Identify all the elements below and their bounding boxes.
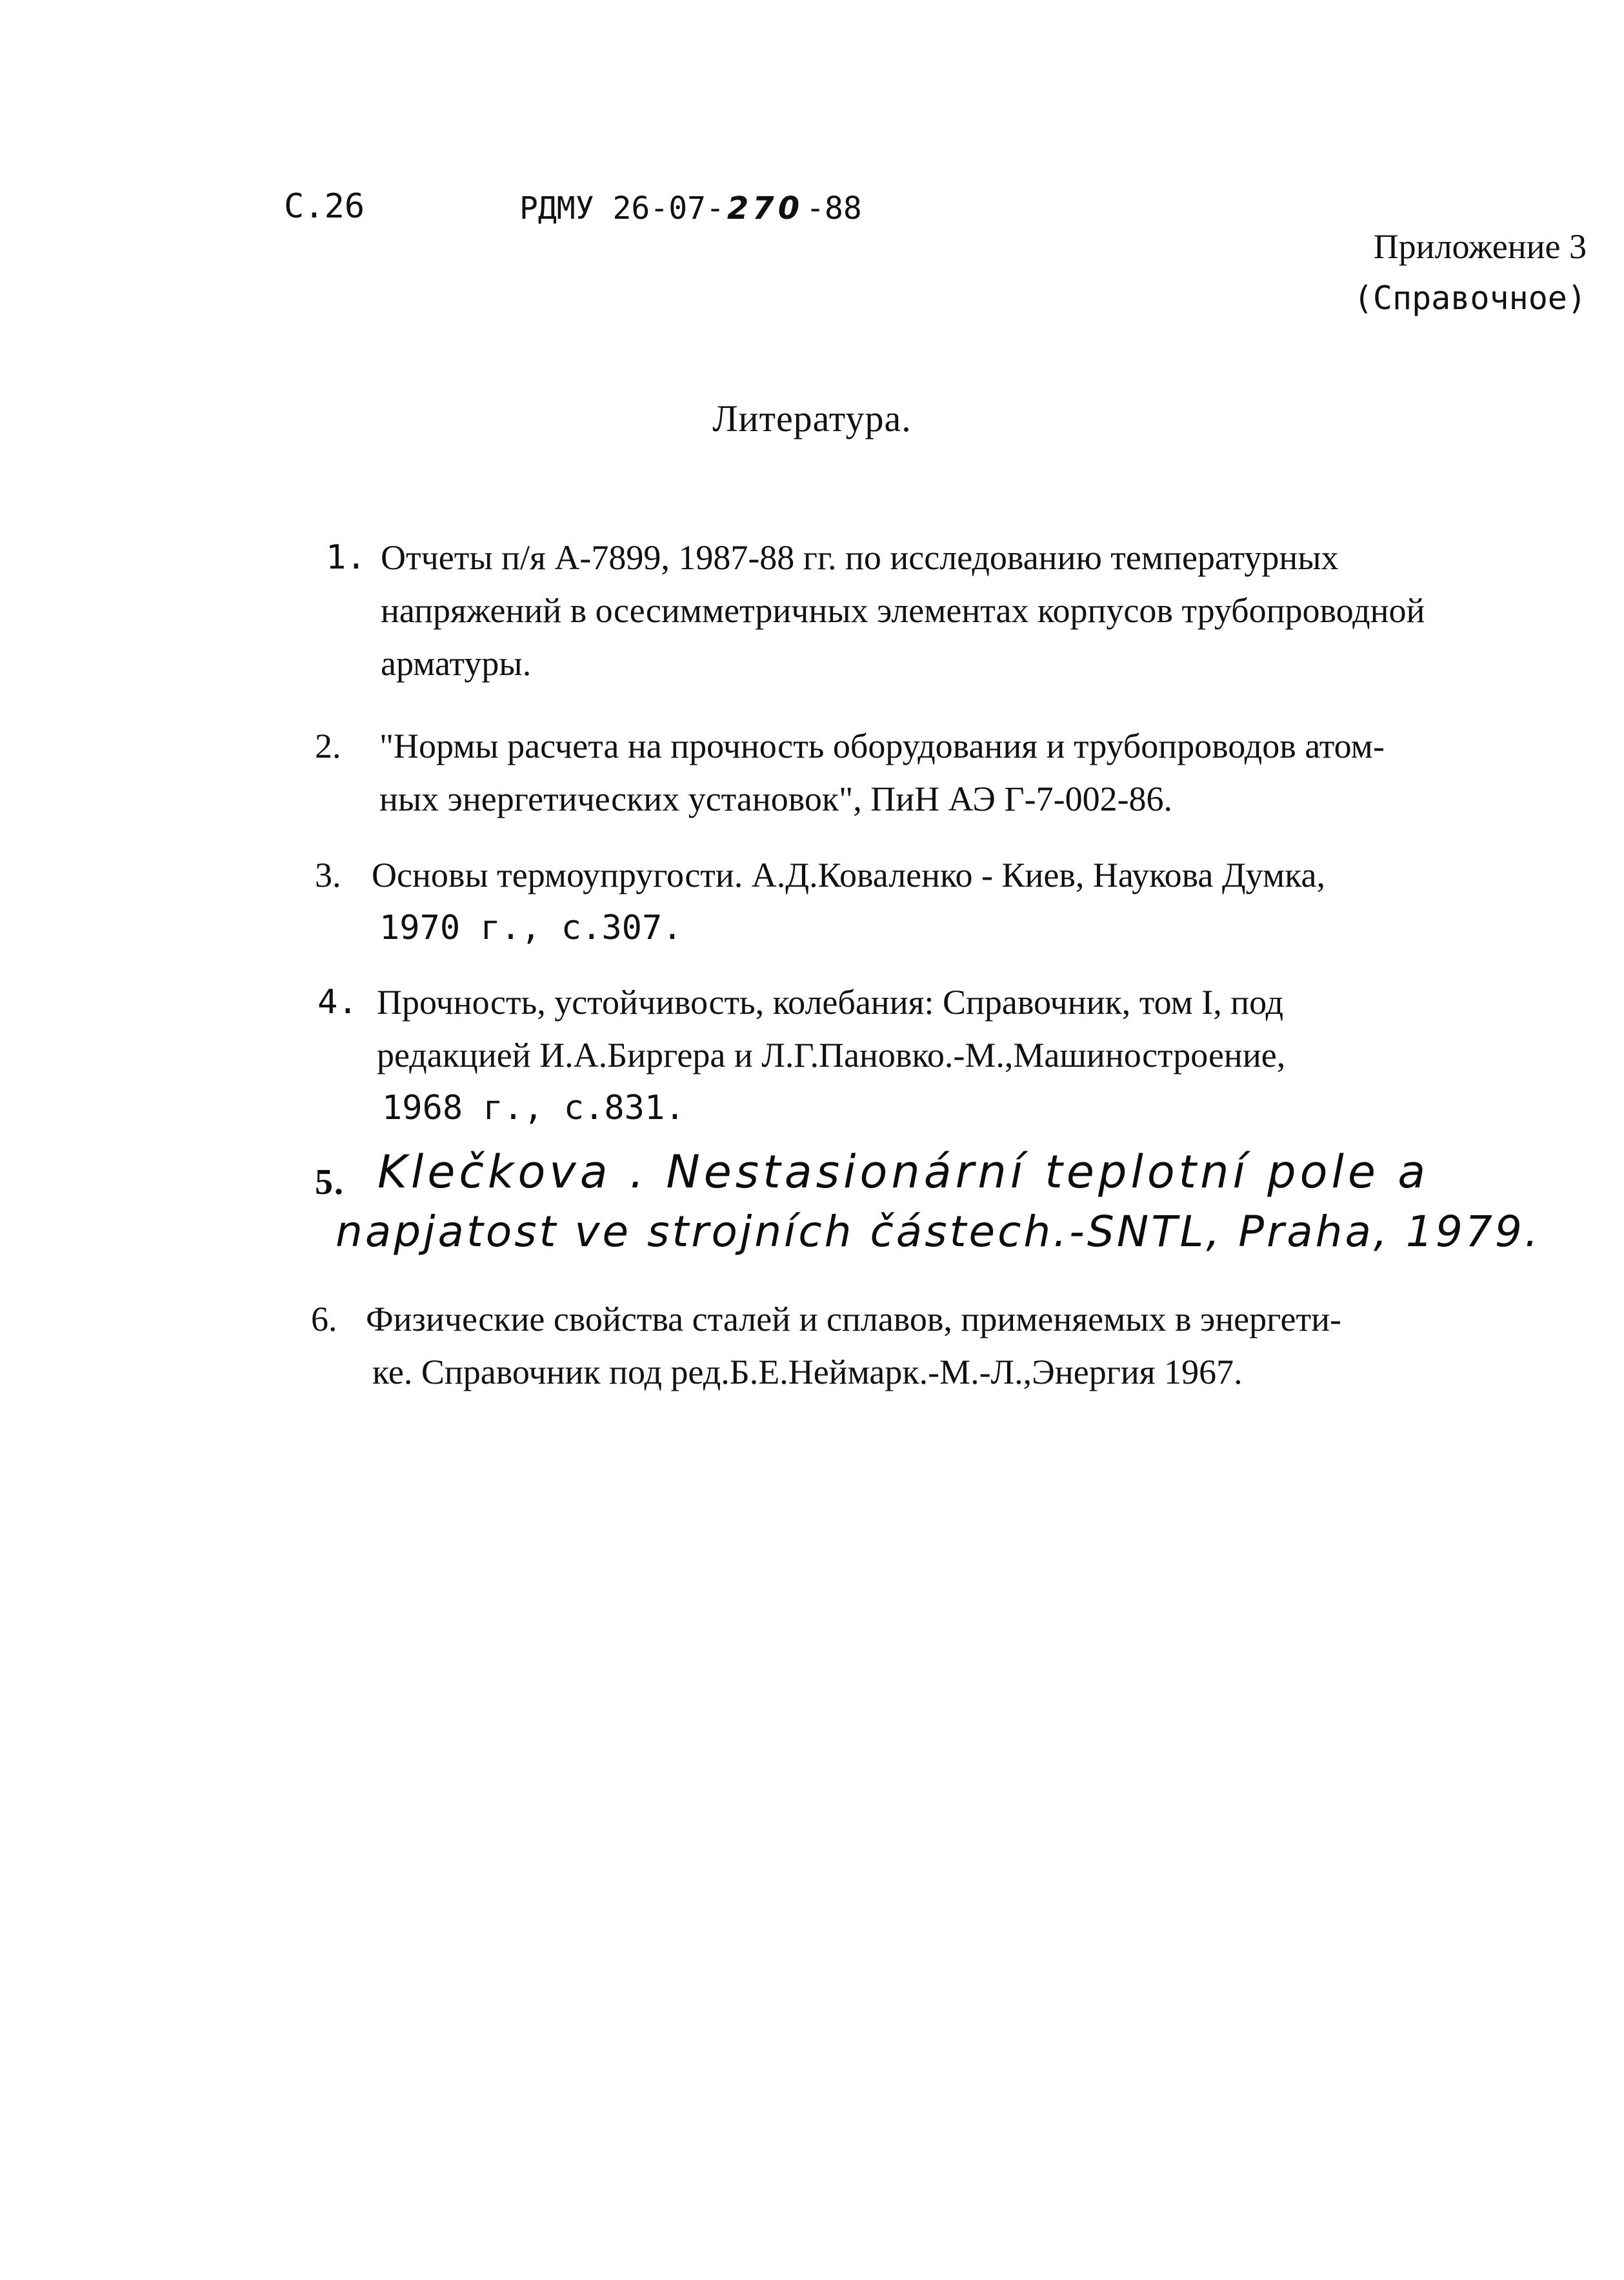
- reference-line: Прочность, устойчивость, колебания: Справочник, том I, под: [377, 983, 1284, 1022]
- reference-line: ных энергетических установок", ПиН АЭ Г-7-002-86.: [379, 780, 1173, 818]
- appendix-note: (Справочное): [1353, 279, 1587, 317]
- reference-line: арматуры.: [381, 644, 532, 683]
- reference-line: Отчеты п/я А-7899, 1987-88 гг. по исследованию температурных: [381, 538, 1339, 577]
- reference-line: Физические свойства сталей и сплавов, применяемых в энергети-: [366, 1300, 1341, 1338]
- reference-item-6: [311, 1293, 1595, 1398]
- reference-item-1: [326, 531, 1584, 690]
- appendix-title: Приложение 3: [1373, 227, 1587, 266]
- reference-number: 1.: [326, 538, 366, 577]
- reference-number: 3.: [315, 856, 341, 894]
- page-number: С.26: [284, 187, 365, 226]
- document-code: [519, 190, 862, 227]
- reference-item-3: [315, 849, 1592, 954]
- document-code-prefix: РДМУ 26-07-: [519, 190, 725, 227]
- reference-number: 5.: [315, 1162, 345, 1202]
- reference-number: 6.: [311, 1300, 337, 1338]
- reference-line: 1968 г., с.831.: [382, 1089, 685, 1127]
- reference-line: ке. Справочник под ред.Б.Е.Неймарк.-М.-Л.,Энергия 1967.: [372, 1353, 1243, 1391]
- reference-line: 1970 г., с.307.: [379, 909, 683, 947]
- reference-item-4: [317, 976, 1595, 1135]
- document-code-suffix: -88: [806, 190, 862, 227]
- appendix-label: [1354, 221, 1587, 324]
- reference-line: Основы термоупругости. А.Д.Коваленко - Киев, Наукова Думка,: [372, 856, 1326, 894]
- reference-line: редакцией И.А.Биргера и Л.Г.Пановко.-М.,Машиностроение,: [377, 1036, 1286, 1074]
- handwritten-reference-line: napjatost ve strojních částech.-SNTL, Praha, 1979.: [336, 1207, 1541, 1256]
- section-title: Литература.: [712, 398, 912, 439]
- handwritten-reference-line: Klečkova . Nestasionární teplotní pole a: [377, 1145, 1430, 1198]
- reference-number: 2.: [315, 727, 341, 765]
- reference-line: напряжений в осесимметричных элементах корпусов трубопроводной: [381, 591, 1425, 630]
- reference-item-2: [315, 720, 1592, 825]
- document-code-handwritten: 270: [727, 190, 804, 227]
- reference-line: "Нормы расчета на прочность оборудования и трубопроводов атом-: [379, 727, 1385, 765]
- reference-number: 4.: [317, 983, 358, 1022]
